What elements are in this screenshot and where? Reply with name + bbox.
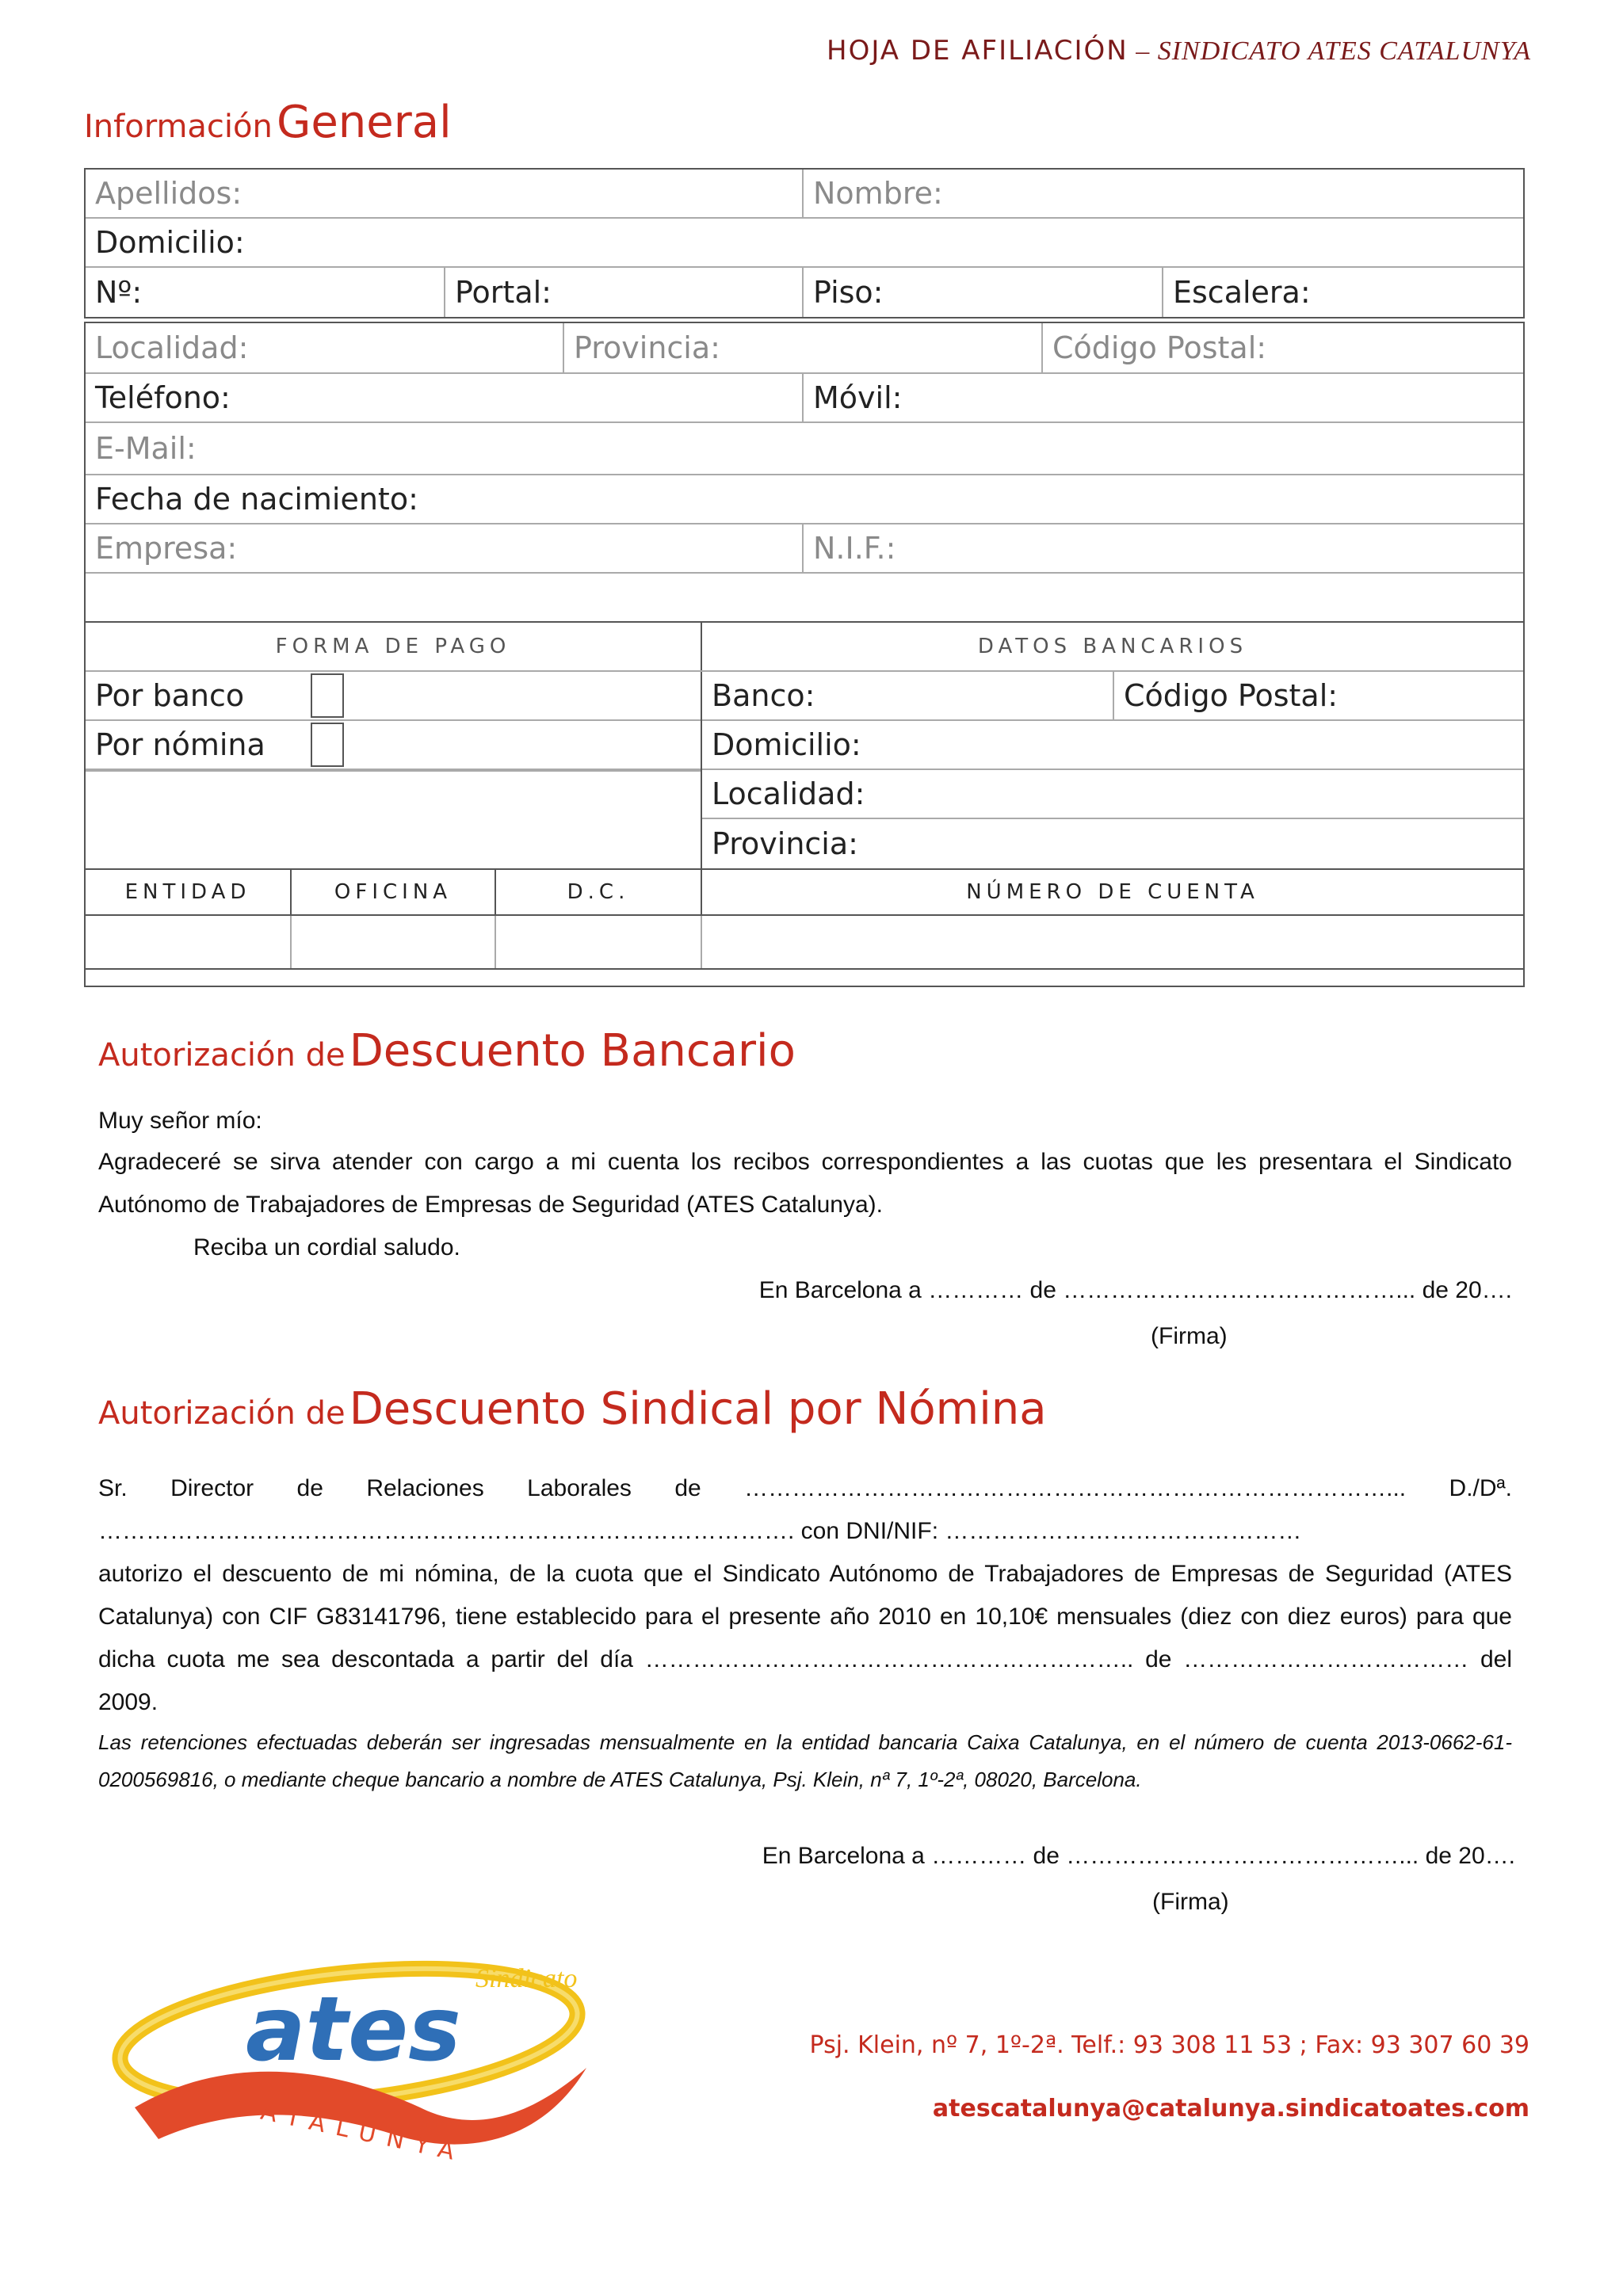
numero-cuenta-input[interactable] — [702, 916, 1523, 968]
blank-row — [86, 574, 1523, 623]
nombre-field[interactable]: Nombre: — [813, 176, 943, 211]
bank-codigo-postal-field[interactable]: Código Postal: — [1124, 678, 1338, 713]
numero-field[interactable]: Nº: — [86, 268, 445, 317]
payroll-auth-title — [98, 1383, 1047, 1435]
personal-info-table-top — [84, 168, 1525, 318]
bank-auth-title-large: Descuento Bancario — [349, 1025, 796, 1077]
logo-region-text: CATALUNYA — [231, 2092, 468, 2168]
payroll-auth-title-large: Descuento Sindical por Nómina — [349, 1383, 1047, 1435]
dc-input[interactable] — [496, 916, 702, 968]
ates-logo — [111, 1949, 618, 2187]
logo-main-text: ates — [246, 1978, 461, 2081]
localidad-field[interactable]: Localidad: — [86, 323, 564, 372]
footer-email[interactable]: atescatalunya@catalunya.sindicatoates.com — [932, 2095, 1529, 2122]
bank-domicilio-field[interactable]: Domicilio: — [712, 727, 861, 762]
portal-field[interactable]: Portal: — [445, 268, 804, 317]
codigo-postal-field[interactable]: Código Postal: — [1052, 330, 1267, 365]
header-title: HOJA DE AFILIACIÓN — [827, 35, 1128, 67]
bank-auth-body: Agradeceré se sirva atender con cargo a mi cuenta los recibos correspondientes a las cuotas que les presentara el Sindicato Autónomo de Trabajadores de Empresas de Seguridad (ATES Catalunya). — [98, 1149, 1512, 1218]
payroll-auth-line1: Sr. Director de Relaciones Laborales de ………………………………………………………………………... D./Dª. — [98, 1475, 1512, 1501]
oficina-heading: OFICINA — [292, 870, 496, 914]
entidad-heading: ENTIDAD — [86, 870, 292, 914]
por-banco-option: Por banco — [86, 672, 702, 719]
logo-small-text: Sindicato — [475, 1964, 578, 1993]
provincia-field[interactable]: Provincia: — [564, 323, 1043, 372]
bank-auth-title-small: Autorización de — [98, 1037, 346, 1074]
bank-auth-signature: (Firma) — [1151, 1323, 1228, 1349]
telefono-field[interactable]: Teléfono: — [86, 374, 804, 421]
payroll-auth-date-line: En Barcelona a ………… de ……………………………………... de 20…. — [762, 1843, 1515, 1869]
escalera-field[interactable]: Escalera: — [1173, 275, 1311, 310]
datos-bancarios-heading: DATOS BANCARIOS — [977, 635, 1248, 658]
bank-auth-closing: Reciba un cordial saludo. — [193, 1234, 460, 1261]
empresa-field[interactable]: Empresa: — [86, 524, 804, 572]
payroll-auth-signature: (Firma) — [1152, 1889, 1229, 1915]
forma-de-pago-heading: FORMA DE PAGO — [86, 623, 702, 670]
payroll-auth-body: autorizo el descuento de mi nómina, de la cuota que el Sindicato Autónomo de Trabajadores de Empresas de Seguridad (ATES Catalunya) con CIF G83141796, tiene establecido para el presente año 2010 en 10,10€ mensuales (diez con diez euros) para que dicha cuota me sea descontada a partir del día …………………………………………………….. de ……………………………… del 2009. — [98, 1561, 1512, 1715]
apellidos-field[interactable]: Apellidos: — [86, 170, 804, 217]
footer-address: Psj. Klein, nº 7, 1º-2ª. Telf.: 93 308 11 53 ; Fax: 93 307 60 39 — [809, 2031, 1529, 2059]
header-subtitle: SINDICATO ATES CATALUNYA — [1157, 36, 1531, 66]
piso-field[interactable]: Piso: — [804, 268, 1163, 317]
bank-auth-greeting: Muy señor mío: — [98, 1108, 262, 1134]
banco-field[interactable]: Banco: — [702, 672, 1114, 719]
payroll-auth-note: Las retenciones efectuadas deberán ser ingresadas mensualmente en la entidad bancaria Caixa Catalunya, en el número de cuenta 2013-0662-61-0200569816, o mediante cheque bancario a nombre de ATES Catalunya, Psj. Klein, nª 7, 1º-2ª, 08020, Barcelona. — [98, 1730, 1512, 1791]
personal-info-table — [84, 322, 1525, 987]
general-title-large: General — [276, 97, 452, 148]
general-section-title — [84, 97, 452, 148]
bank-localidad-field[interactable]: Localidad: — [712, 776, 865, 811]
nif-field[interactable]: N.I.F.: — [813, 531, 896, 566]
document-header — [827, 35, 1531, 67]
dc-heading: D.C. — [496, 870, 702, 914]
fecha-nacimiento-field[interactable]: Fecha de nacimiento: — [95, 482, 418, 517]
movil-field[interactable]: Móvil: — [813, 380, 903, 415]
por-banco-checkbox[interactable] — [311, 673, 344, 718]
por-nomina-checkbox[interactable] — [311, 723, 344, 767]
bank-auth-title — [98, 1025, 796, 1077]
bank-auth-date-line: En Barcelona a ………… de ……………………………………... de 20…. — [758, 1277, 1512, 1303]
bank-provincia-field[interactable]: Provincia: — [712, 826, 858, 861]
por-nomina-option: Por nómina — [86, 721, 702, 769]
payroll-auth-line2: ……………………………………………………………………………. con DNI/NIF: ……………………………………… — [98, 1518, 1302, 1544]
header-separator: – — [1128, 36, 1158, 66]
domicilio-field[interactable]: Domicilio: — [95, 225, 245, 260]
entidad-input[interactable] — [86, 916, 292, 968]
ates-logo-graphic — [111, 1949, 618, 2187]
general-title-small: Información — [84, 109, 273, 145]
payroll-auth-title-small: Autorización de — [98, 1395, 346, 1432]
email-field[interactable]: E-Mail: — [95, 431, 197, 466]
numero-cuenta-heading: NÚMERO DE CUENTA — [966, 880, 1259, 904]
oficina-input[interactable] — [292, 916, 496, 968]
